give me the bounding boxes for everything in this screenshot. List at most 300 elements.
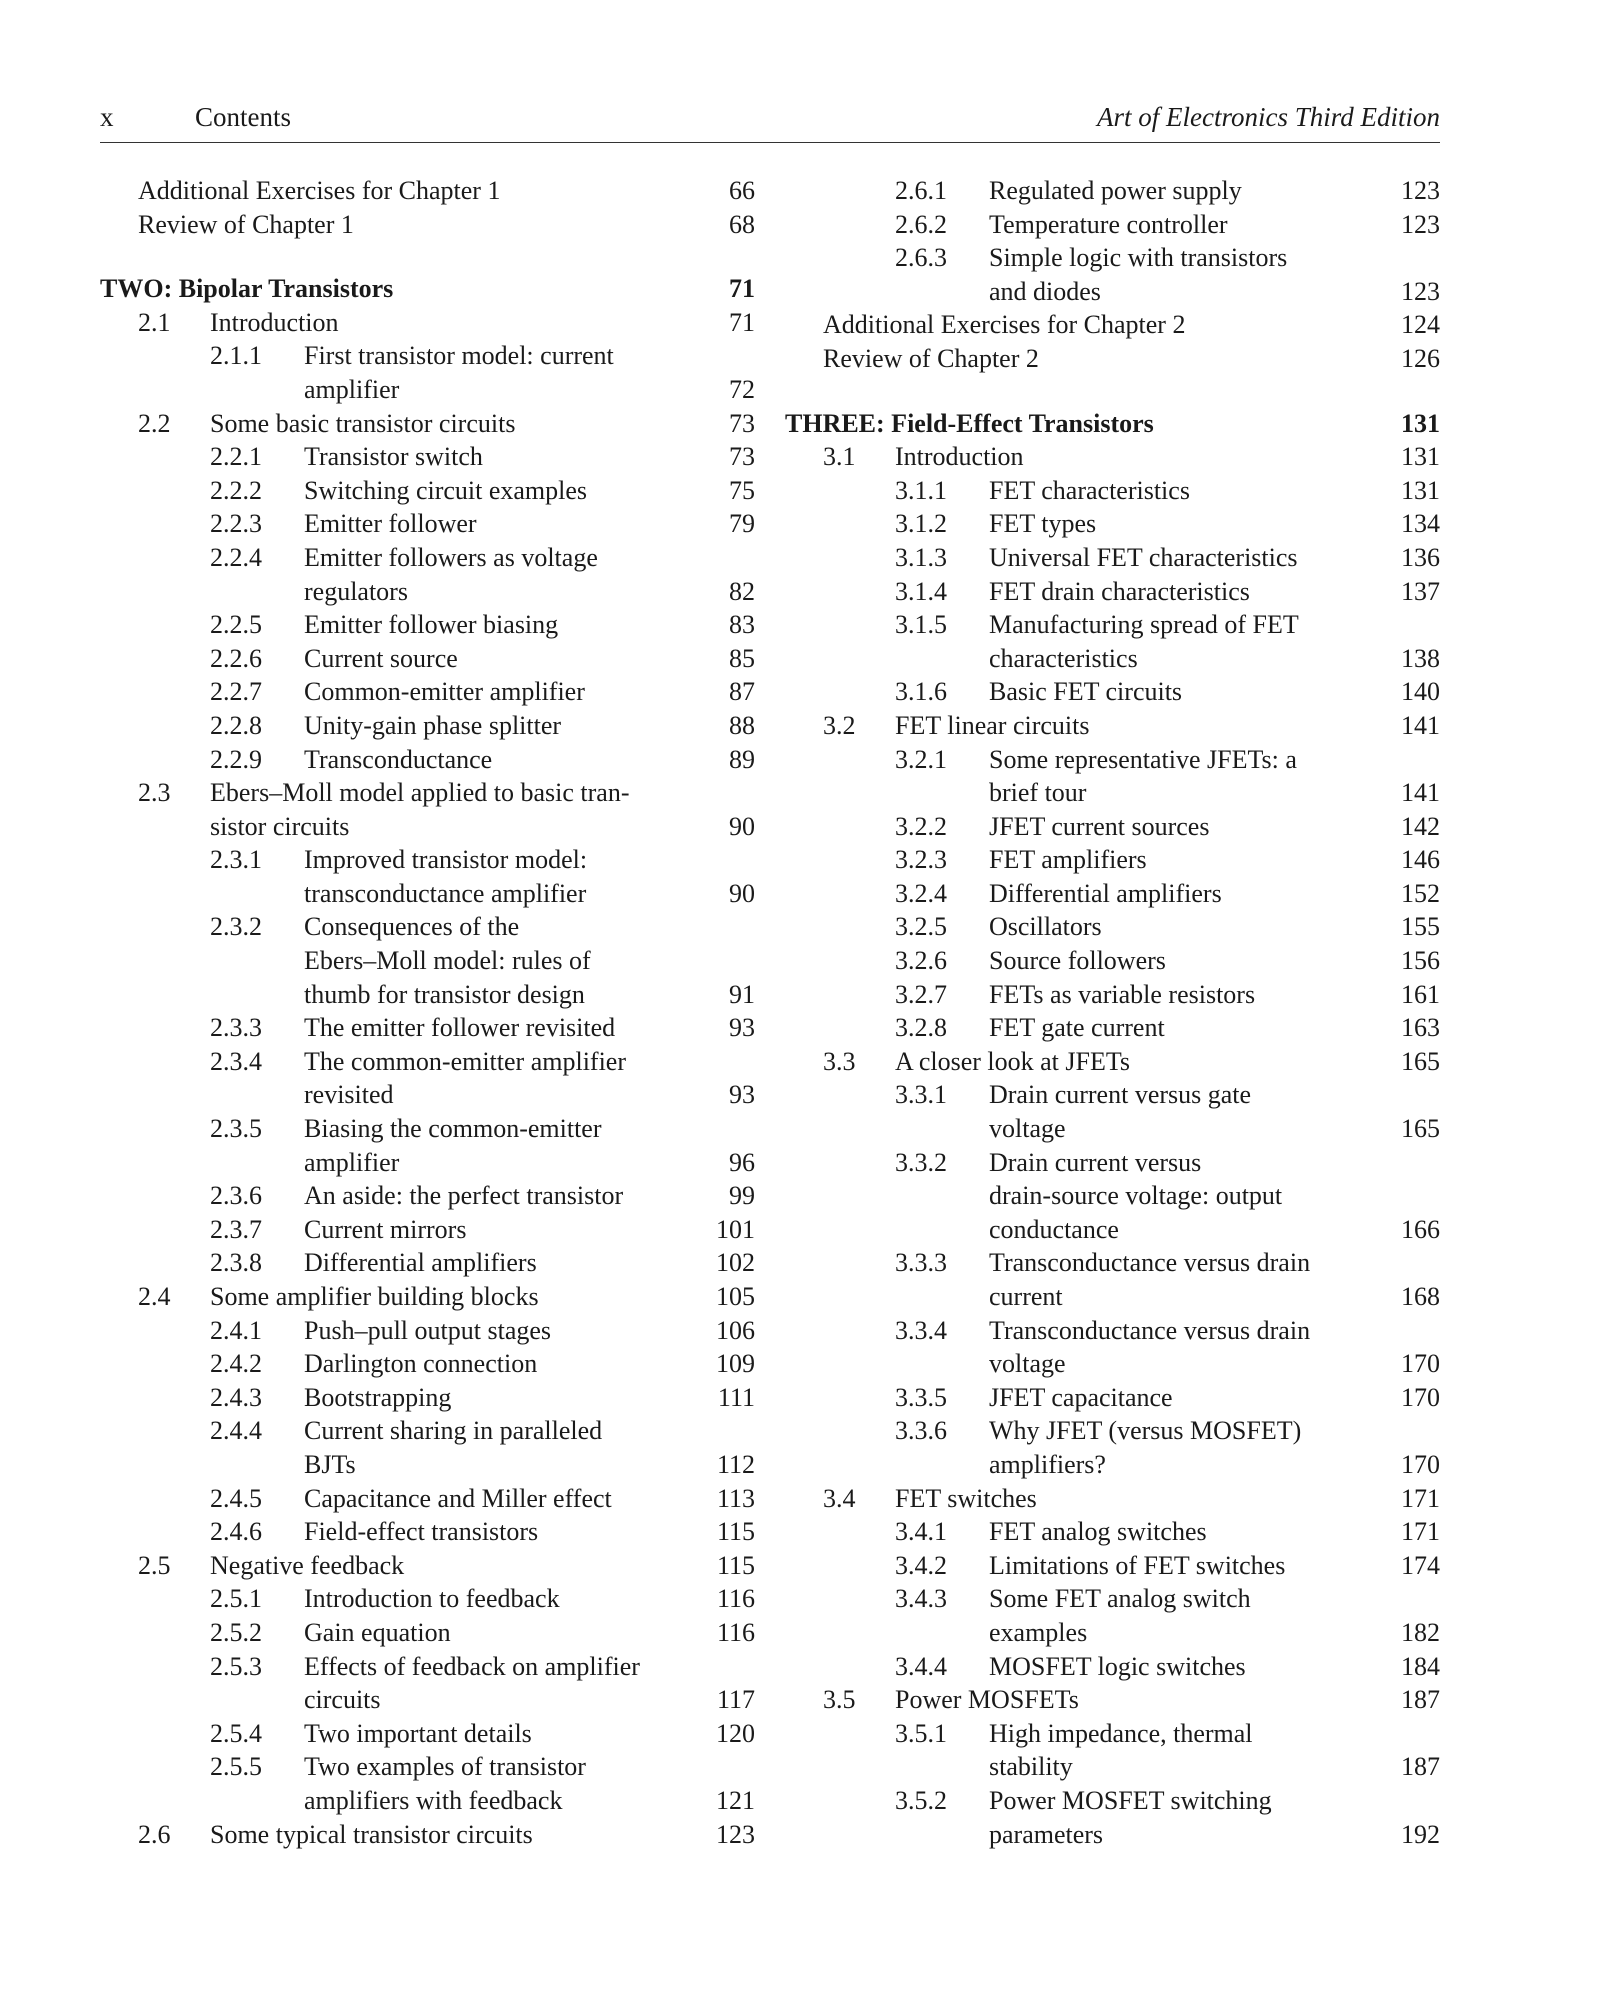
toc-entry-title: Emitter follower: [304, 509, 477, 539]
toc-entry: [100, 541, 755, 575]
toc-entry-page: 96: [729, 1147, 755, 1177]
toc-entry-title: Differential amplifiers: [304, 1248, 537, 1278]
toc-entry-title: The common-emitter amplifier: [304, 1046, 626, 1076]
toc-entry-page: 171: [1401, 1517, 1440, 1547]
toc-entry-title: TWO: Bipolar Transistors: [100, 274, 394, 304]
toc-entry-number: 3.2.6: [895, 946, 947, 976]
toc-entry: [100, 1448, 755, 1482]
toc-entry-title: Biasing the common-emitter: [304, 1114, 602, 1144]
toc-entry-number: 3.2.3: [895, 845, 947, 875]
toc-entry: [100, 440, 755, 474]
toc-entry: [100, 373, 755, 407]
toc-entry: [785, 776, 1440, 810]
toc-right-column: [785, 174, 1440, 1851]
toc-entry: [785, 1549, 1440, 1583]
toc-entry: [100, 507, 755, 541]
toc-entry-title: Emitter follower biasing: [304, 610, 559, 640]
toc-entry: [100, 575, 755, 609]
book-title: Art of Electronics Third Edition: [1097, 102, 1440, 132]
toc-entry: [785, 1146, 1440, 1180]
toc-entry-title: Differential amplifiers: [989, 878, 1222, 908]
toc-entry: [100, 1011, 755, 1045]
toc-entry-title: Bootstrapping: [304, 1382, 452, 1412]
toc-entry-page: 170: [1401, 1349, 1440, 1379]
toc-entry-title: sistor circuits: [210, 811, 350, 841]
toc-entry: [100, 1515, 755, 1549]
toc-entry-title: and diodes: [989, 276, 1101, 306]
toc-entry-page: 85: [729, 643, 755, 673]
toc-entry-number: 3.2.8: [895, 1013, 947, 1043]
toc-entry-number: 3.3.2: [895, 1147, 947, 1177]
toc-entry: [100, 843, 755, 877]
toc-entry-title: MOSFET logic switches: [989, 1651, 1246, 1681]
toc-entry: [100, 1784, 755, 1818]
toc-entry-title: parameters: [989, 1819, 1104, 1849]
toc-entry-page: 161: [1401, 979, 1440, 1009]
toc-entry: [100, 608, 755, 642]
toc-entry-title: circuits: [304, 1685, 381, 1715]
toc-entry: [785, 1314, 1440, 1348]
toc-entry-page: 156: [1401, 946, 1440, 976]
toc-entry-title: Transistor switch: [304, 442, 483, 472]
toc-entry: [100, 743, 755, 777]
toc-entry-page: 174: [1401, 1550, 1440, 1580]
toc-entry: [785, 1381, 1440, 1415]
toc-entry-number: 2.5.3: [210, 1651, 262, 1681]
toc-entry-number: 3.3.4: [895, 1315, 947, 1345]
toc-entry-number: 2.4.2: [210, 1349, 262, 1379]
toc-entry-number: 2.5.2: [210, 1617, 262, 1647]
toc-entry-title: Current mirrors: [304, 1214, 467, 1244]
toc-entry: [785, 308, 1440, 342]
toc-entry: [785, 440, 1440, 474]
toc-entry-number: 3.3.1: [895, 1080, 947, 1110]
toc-entry-page: 93: [729, 1013, 755, 1043]
toc-entry: [785, 1683, 1440, 1717]
toc-entry: [785, 541, 1440, 575]
toc-entry-number: 3.4.2: [895, 1550, 947, 1580]
toc-entry-number: 3.2.1: [895, 744, 947, 774]
toc-entry-title: FET drain characteristics: [989, 576, 1250, 606]
toc-entry-title: Effects of feedback on amplifier: [304, 1651, 640, 1681]
toc-entry-title: Transconductance versus drain: [989, 1248, 1311, 1278]
toc-entry: [785, 1414, 1440, 1448]
toc-entry: [100, 910, 755, 944]
toc-entry-title: Transconductance: [304, 744, 493, 774]
toc-entry-title: revisited: [304, 1080, 394, 1110]
toc-entry: [100, 174, 755, 208]
toc-entry-page: 101: [716, 1214, 755, 1244]
toc-entry: [100, 1549, 755, 1583]
toc-entry-title: FET switches: [895, 1483, 1037, 1513]
toc-entry-title: FET amplifiers: [989, 845, 1147, 875]
toc-entry-page: 75: [729, 475, 755, 505]
toc-entry: [785, 575, 1440, 609]
toc-entry-title: Capacitance and Miller effect: [304, 1483, 612, 1513]
toc-entry-title: BJTs: [304, 1449, 356, 1479]
toc-entry-page: 171: [1401, 1483, 1440, 1513]
toc-entry-title: Manufacturing spread of FET: [989, 610, 1299, 640]
toc-entry-title: Current sharing in paralleled: [304, 1416, 603, 1446]
toc-entry-page: 83: [729, 610, 755, 640]
toc-entry-page: 137: [1401, 576, 1440, 606]
toc-entry: [785, 1213, 1440, 1247]
toc-entry-page: 66: [729, 176, 755, 205]
toc-entry-title: Negative feedback: [210, 1550, 405, 1580]
toc-entry-number: 2.2.1: [210, 442, 262, 472]
toc-entry-number: 2.3.4: [210, 1046, 262, 1076]
toc-entry-page: 106: [716, 1315, 755, 1345]
toc-entry-title: Introduction: [210, 307, 339, 337]
toc-entry-page: 136: [1401, 542, 1440, 572]
toc-entry-page: 131: [1401, 408, 1440, 438]
toc-entry-page: 141: [1401, 710, 1440, 740]
toc-entry-number: 2.4.3: [210, 1382, 262, 1412]
toc-entry: [785, 1347, 1440, 1381]
toc-entry-title: Source followers: [989, 946, 1166, 976]
toc-entry-number: 2.3.1: [210, 845, 262, 875]
toc-entry-number: 3.2.5: [895, 912, 947, 942]
toc-entry-number: 3.5.1: [895, 1718, 947, 1748]
toc-chapter-heading: [100, 272, 755, 306]
toc-entry-title: brief tour: [989, 778, 1087, 808]
toc-entry-number: 2.2.6: [210, 643, 262, 673]
toc-entry-page: 99: [729, 1181, 755, 1211]
toc-entry: [785, 843, 1440, 877]
toc-entry: [100, 1112, 755, 1146]
toc-entry-page: 142: [1401, 811, 1440, 841]
toc-entry-title: First transistor model: current: [304, 341, 614, 371]
toc-entry: [785, 1717, 1440, 1751]
toc-entry-title: Review of Chapter 2: [823, 343, 1039, 373]
toc-entry-number: 2.6.3: [895, 243, 947, 273]
toc-entry-title: Transconductance versus drain: [989, 1315, 1311, 1345]
toc-entry-number: 3.1: [823, 442, 856, 472]
toc-left-column: [100, 174, 755, 1851]
toc-entry-number: 2.4.1: [210, 1315, 262, 1345]
toc-entry-page: 155: [1401, 912, 1440, 942]
toc-entry: [785, 1750, 1440, 1784]
toc-entry: [100, 642, 755, 676]
toc-entry-title: stability: [989, 1752, 1073, 1782]
toc-entry-title: thumb for transistor design: [304, 979, 585, 1009]
toc-entry-title: Two important details: [304, 1718, 532, 1748]
toc-entry-number: 2.4.6: [210, 1517, 262, 1547]
toc-entry: [100, 1213, 755, 1247]
section-title: Contents: [195, 102, 292, 132]
toc-entry-title: Some FET analog switch: [989, 1584, 1251, 1614]
toc-entry-title: Darlington connection: [304, 1349, 538, 1379]
toc-entry-number: 3.1.3: [895, 542, 947, 572]
toc-entry-page: 140: [1401, 677, 1440, 707]
toc-entry-title: THREE: Field-Effect Transistors: [785, 408, 1154, 438]
toc-entry: [785, 642, 1440, 676]
toc-entry: [100, 1078, 755, 1112]
toc-entry-number: 3.2.7: [895, 979, 947, 1009]
toc-entry-title: Consequences of the: [304, 912, 520, 942]
toc-entry-page: 131: [1401, 475, 1440, 505]
toc-entry: [100, 776, 755, 810]
toc-entry: [785, 709, 1440, 743]
toc-entry-title: Limitations of FET switches: [989, 1550, 1286, 1580]
toc-entry-page: 120: [716, 1718, 755, 1748]
toc-entry-number: 2.1.1: [210, 341, 262, 371]
toc-entry-number: 3.2.4: [895, 878, 947, 908]
toc-entry-page: 134: [1401, 509, 1440, 539]
toc-entry-title: Ebers–Moll model applied to basic tran-: [210, 778, 630, 808]
toc-entry: [100, 810, 755, 844]
toc-entry: [100, 1246, 755, 1280]
toc-entry-page: 187: [1401, 1752, 1440, 1782]
toc-entry-page: 123: [1401, 209, 1440, 239]
toc-entry-number: 2.2: [138, 408, 171, 438]
toc-entry-number: 3.1.2: [895, 509, 947, 539]
toc-entry-title: Power MOSFET switching: [989, 1785, 1272, 1815]
toc-entry-title: Universal FET characteristics: [989, 542, 1298, 572]
toc-entry-title: Introduction to feedback: [304, 1584, 560, 1614]
toc-entry-number: 2.3: [138, 778, 171, 808]
toc-entry-page: 111: [717, 1382, 755, 1412]
toc-entry: [785, 944, 1440, 978]
toc-entry: [785, 1784, 1440, 1818]
toc-entry-number: 3.3.6: [895, 1416, 947, 1446]
toc-entry: [785, 1179, 1440, 1213]
toc-entry-number: 3.3.5: [895, 1382, 947, 1412]
toc-entry-number: 2.3.7: [210, 1214, 262, 1244]
toc-entry-title: An aside: the perfect transistor: [304, 1181, 624, 1211]
toc-entry-number: 2.5.5: [210, 1752, 262, 1782]
toc-entry-title: drain-source voltage: output: [989, 1181, 1283, 1211]
toc-entry-page: 68: [729, 209, 755, 239]
toc-entry-title: FET analog switches: [989, 1517, 1207, 1547]
toc-entry-page: 126: [1401, 343, 1440, 373]
toc-entry: [785, 275, 1440, 309]
toc-entry: [100, 208, 755, 242]
toc-entry-page: 182: [1401, 1617, 1440, 1647]
toc-entry-number: 2.6: [138, 1819, 171, 1849]
toc-entry-number: 3.5.2: [895, 1785, 947, 1815]
toc-entry: [100, 339, 755, 373]
toc-entry: [100, 1750, 755, 1784]
toc-entry: [785, 608, 1440, 642]
toc-entry-title: voltage: [989, 1349, 1066, 1379]
toc-entry-title: transconductance amplifier: [304, 878, 587, 908]
toc-entry: [785, 474, 1440, 508]
toc-entry-number: 2.6.2: [895, 209, 947, 239]
toc-entry-number: 3.2: [823, 710, 856, 740]
toc-entry: [785, 810, 1440, 844]
toc-entry-number: 2.3.6: [210, 1181, 262, 1211]
toc-entry: [100, 474, 755, 508]
toc-entry-number: 3.3.3: [895, 1248, 947, 1278]
toc-entry-number: 2.2.5: [210, 610, 262, 640]
toc-entry: [785, 1515, 1440, 1549]
toc-entry-title: Two examples of transistor: [304, 1752, 586, 1782]
toc-entry: [100, 1381, 755, 1415]
toc-entry-title: JFET capacitance: [989, 1382, 1173, 1412]
toc-entry-title: Power MOSFETs: [895, 1685, 1079, 1715]
toc-entry: [785, 1448, 1440, 1482]
toc-entry-page: 184: [1401, 1651, 1440, 1681]
toc-entry-number: 2.3.3: [210, 1013, 262, 1043]
toc-entry: [100, 1650, 755, 1684]
toc-entry-number: 3.4.4: [895, 1651, 947, 1681]
toc-entry-page: 91: [729, 979, 755, 1009]
toc-entry-number: 3.1.6: [895, 677, 947, 707]
toc-entry-title: Improved transistor model:: [304, 845, 588, 875]
toc-entry: [785, 174, 1440, 208]
toc-entry: [100, 1179, 755, 1213]
toc-entry-page: 123: [1401, 176, 1440, 205]
toc-entry-title: Common-emitter amplifier: [304, 677, 585, 707]
toc-entry-title: regulators: [304, 576, 408, 606]
toc-entry-number: 2.6.1: [895, 176, 947, 205]
toc-entry-page: 82: [729, 576, 755, 606]
toc-entry: [100, 1347, 755, 1381]
toc-entry-page: 152: [1401, 878, 1440, 908]
toc-entry: [785, 241, 1440, 275]
toc-entry-number: 2.2.8: [210, 710, 262, 740]
toc-entry-title: Why JFET (versus MOSFET): [989, 1416, 1302, 1446]
toc-entry-number: 2.2.7: [210, 677, 262, 707]
toc-entry-title: conductance: [989, 1214, 1119, 1244]
toc-entry-title: amplifier: [304, 374, 400, 404]
toc-entry-title: The emitter follower revisited: [304, 1013, 616, 1043]
toc-entry-page: 168: [1401, 1282, 1440, 1311]
toc-entry-title: amplifiers?: [989, 1449, 1106, 1479]
toc-entry-page: 117: [716, 1685, 755, 1715]
toc-entry: [785, 1582, 1440, 1616]
toc-entry-page: 105: [716, 1282, 755, 1311]
toc-entry-page: 131: [1401, 442, 1440, 472]
toc-entry-number: 3.5: [823, 1685, 856, 1715]
toc-entry-page: 121: [716, 1785, 755, 1815]
toc-entry-page: 192: [1401, 1819, 1440, 1849]
toc-entry: [100, 407, 755, 441]
toc-entry-page: 163: [1401, 1013, 1440, 1043]
toc-entry-title: current: [989, 1282, 1063, 1311]
toc-entry-page: 166: [1401, 1214, 1440, 1244]
toc-entry-number: 3.2.2: [895, 811, 947, 841]
toc-entry-number: 3.4.3: [895, 1584, 947, 1614]
toc-entry-title: Additional Exercises for Chapter 1: [138, 176, 501, 205]
toc-entry-page: 116: [716, 1617, 755, 1647]
toc-entry: [785, 877, 1440, 911]
toc-entry-number: 3.4.1: [895, 1517, 947, 1547]
toc-entry-title: Basic FET circuits: [989, 677, 1183, 707]
page-header: [100, 100, 1440, 143]
toc-entry: [785, 1280, 1440, 1314]
toc-entry: [100, 1414, 755, 1448]
toc-entry: [785, 1045, 1440, 1079]
toc-entry: [785, 675, 1440, 709]
toc-entry: [100, 1314, 755, 1348]
toc-entry-page: 71: [729, 274, 755, 304]
toc-entry-page: 93: [729, 1080, 755, 1110]
toc-entry-title: FET linear circuits: [895, 710, 1090, 740]
toc-entry-page: 112: [716, 1449, 755, 1479]
toc-entry-title: JFET current sources: [989, 811, 1210, 841]
toc-entry-page: 89: [729, 744, 755, 774]
toc-entry: [100, 1717, 755, 1751]
toc-entry-page: 71: [729, 307, 755, 337]
toc-entry-title: Field-effect transistors: [304, 1517, 539, 1547]
toc-entry-page: 109: [716, 1349, 755, 1379]
toc-entry-page: 115: [716, 1517, 755, 1547]
toc-entry-number: 2.5: [138, 1550, 171, 1580]
toc-entry-title: amplifiers with feedback: [304, 1785, 563, 1815]
toc-entry: [100, 944, 755, 978]
toc-entry-title: Gain equation: [304, 1617, 451, 1647]
toc-entry-page: 138: [1401, 643, 1440, 673]
toc-entry: [785, 743, 1440, 777]
toc-entry-page: 73: [729, 408, 755, 438]
toc-entry: [785, 342, 1440, 376]
toc-entry-page: 88: [729, 710, 755, 740]
toc-entry: [785, 1650, 1440, 1684]
toc-entry-title: Some typical transistor circuits: [210, 1819, 533, 1849]
toc-entry-title: Additional Exercises for Chapter 2: [823, 310, 1186, 340]
toc-entry-page: 141: [1401, 778, 1440, 808]
toc-entry-number: 2.3.8: [210, 1248, 262, 1278]
toc-entry-title: Current source: [304, 643, 458, 673]
toc-entry-page: 115: [716, 1550, 755, 1580]
toc-entry: [100, 1818, 755, 1852]
toc-entry: [785, 978, 1440, 1012]
toc-entry-page: 102: [716, 1248, 755, 1278]
toc-entry-title: Switching circuit examples: [304, 475, 588, 505]
toc-entry-page: 73: [729, 442, 755, 472]
toc-entry: [785, 507, 1440, 541]
toc-entry: [100, 1482, 755, 1516]
toc-entry-number: 2.2.4: [210, 542, 262, 572]
toc-entry: [100, 306, 755, 340]
toc-entry-title: Drain current versus gate: [989, 1080, 1252, 1110]
toc-entry-title: FET gate current: [989, 1013, 1165, 1043]
toc-chapter-heading: [785, 407, 1440, 441]
toc-entry-title: Ebers–Moll model: rules of: [304, 946, 591, 976]
toc-entry: [100, 675, 755, 709]
toc-entry-title: characteristics: [989, 643, 1138, 673]
toc-entry-title: High impedance, thermal: [989, 1718, 1253, 1748]
toc-entry-title: Temperature controller: [989, 209, 1228, 239]
toc-entry-page: 87: [729, 677, 755, 707]
toc-entry-title: Unity-gain phase splitter: [304, 710, 562, 740]
toc-entry-title: A closer look at JFETs: [895, 1046, 1131, 1076]
toc-entry-page: 146: [1401, 845, 1440, 875]
toc-entry: [100, 1582, 755, 1616]
toc-entry-page: 113: [716, 1483, 755, 1513]
toc-entry-page: 170: [1401, 1449, 1440, 1479]
toc-entry-title: FET characteristics: [989, 475, 1190, 505]
toc-entry-title: amplifier: [304, 1147, 400, 1177]
toc-entry-number: 2.2.9: [210, 744, 262, 774]
page-number: x: [100, 102, 114, 132]
toc-entry-title: Oscillators: [989, 912, 1102, 942]
toc-entry-title: Introduction: [895, 442, 1024, 472]
toc-entry-page: 124: [1401, 310, 1440, 340]
toc-entry: [785, 910, 1440, 944]
toc-entry-title: examples: [989, 1617, 1088, 1647]
toc-entry-title: Emitter followers as voltage: [304, 542, 598, 572]
toc-entry-title: FET types: [989, 509, 1097, 539]
toc-entry-title: Regulated power supply: [989, 176, 1242, 205]
toc-entry: [785, 1011, 1440, 1045]
toc-entry-page: 123: [716, 1819, 755, 1849]
toc-entry: [100, 709, 755, 743]
toc-entry-number: 2.3.5: [210, 1114, 262, 1144]
toc-entry-title: Drain current versus: [989, 1147, 1202, 1177]
